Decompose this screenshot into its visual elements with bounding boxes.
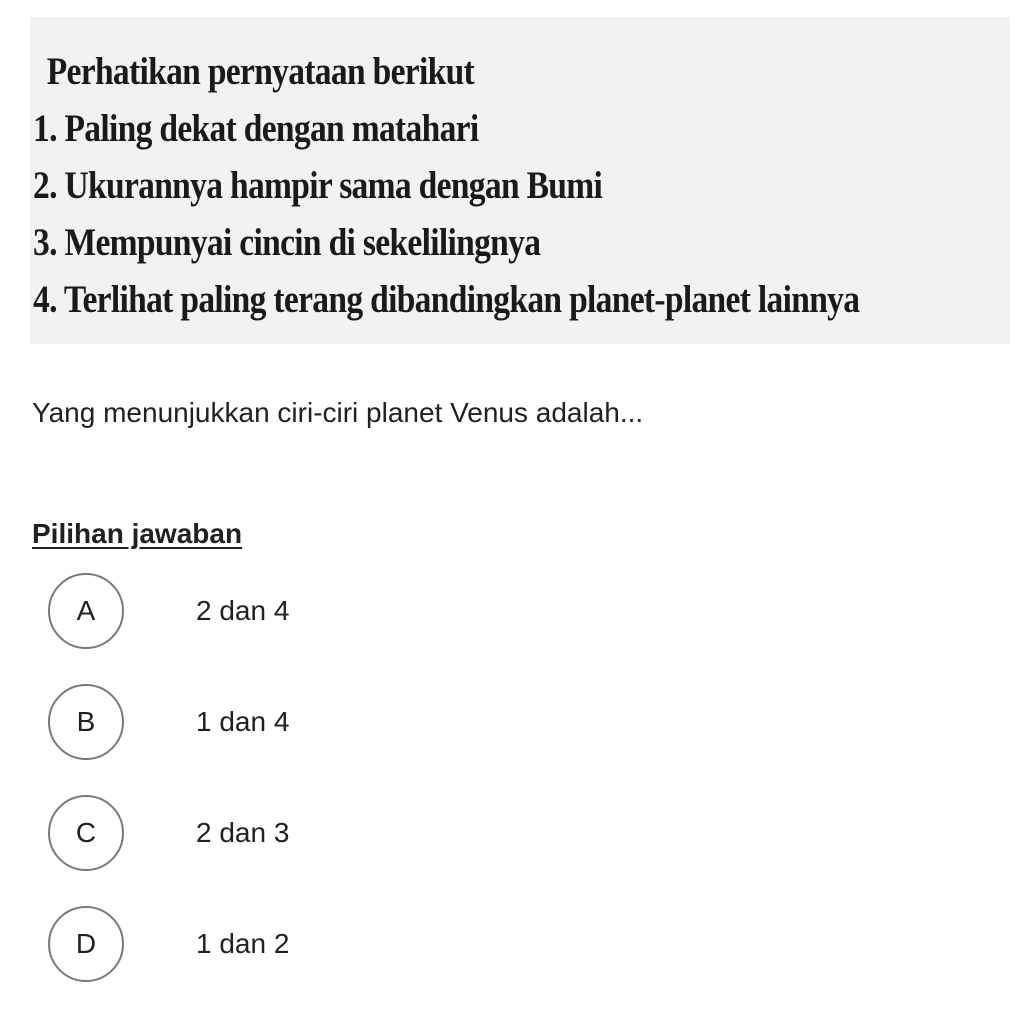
option-letter-circle[interactable]: D [48, 906, 124, 982]
statement-item: 2. Ukurannya hampir sama dengan Bumi [33, 164, 603, 207]
question-image [30, 17, 1010, 344]
option-text[interactable]: 2 dan 3 [196, 817, 290, 848]
statement-item: 3. Mempunyai cincin di sekelilingnya [33, 221, 541, 264]
question-text: Yang menunjukkan ciri-ciri planet Venus adalah... [32, 397, 644, 428]
option-text[interactable]: 2 dan 4 [196, 595, 290, 626]
option-text[interactable]: 1 dan 4 [196, 706, 290, 737]
option-text[interactable]: 1 dan 2 [196, 928, 290, 959]
option-letter-circle[interactable]: A [48, 573, 124, 649]
answer-option-a[interactable] [48, 573, 448, 653]
statement-item: 1. Paling dekat dengan matahari [33, 107, 479, 150]
answer-option-d[interactable] [48, 906, 448, 986]
option-letter-circle[interactable]: C [48, 795, 124, 871]
answer-option-c[interactable] [48, 795, 448, 875]
statement-heading: Perhatikan pernyataan berikut [46, 50, 475, 93]
answer-option-b[interactable] [48, 684, 448, 764]
statement-item: 4. Terlihat paling terang dibandingkan planet-planet lainnya [33, 278, 860, 321]
answer-options [48, 573, 448, 1017]
option-letter-circle[interactable]: B [48, 684, 124, 760]
answers-heading: Pilihan jawaban [32, 518, 243, 549]
